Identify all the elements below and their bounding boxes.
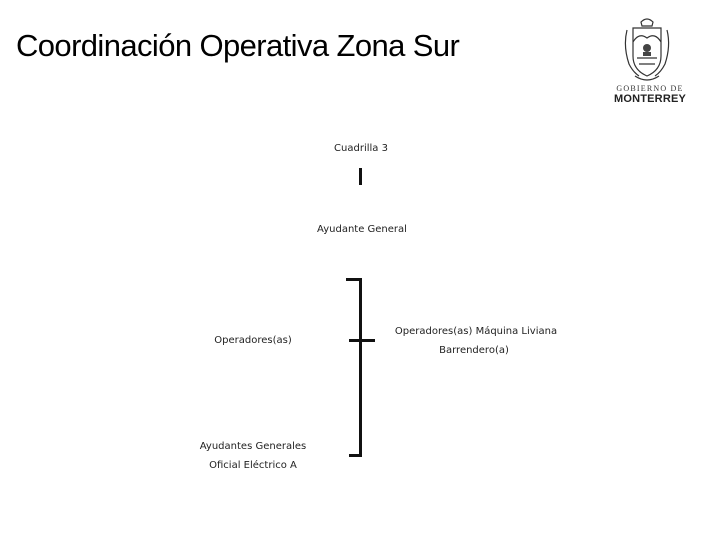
node-ayudante-general: Ayudante General [317, 224, 407, 235]
connector-bracket-bottom [349, 454, 362, 457]
page-title: Coordinación Operativa Zona Sur [16, 28, 460, 63]
node-barrendero: Barrendero(a) [439, 345, 509, 356]
connector-vertical-main [359, 278, 362, 457]
node-oficial-electrico: Oficial Eléctrico A [209, 460, 297, 471]
monterrey-logo [610, 14, 690, 106]
logo-bottom-text: MONTERREY [613, 93, 687, 105]
monterrey-crest-icon [621, 14, 673, 84]
connector-top [359, 168, 362, 185]
node-operadores: Operadores(as) [214, 335, 292, 346]
connector-middle-branch [349, 339, 375, 342]
node-operadores-maquina: Operadores(as) Máquina Liviana [394, 326, 558, 337]
node-cuadrilla: Cuadrilla 3 [334, 143, 388, 154]
node-ayudantes-generales: Ayudantes Generales [199, 441, 307, 452]
logo-top-text: GOBIERNO DE [616, 84, 684, 93]
